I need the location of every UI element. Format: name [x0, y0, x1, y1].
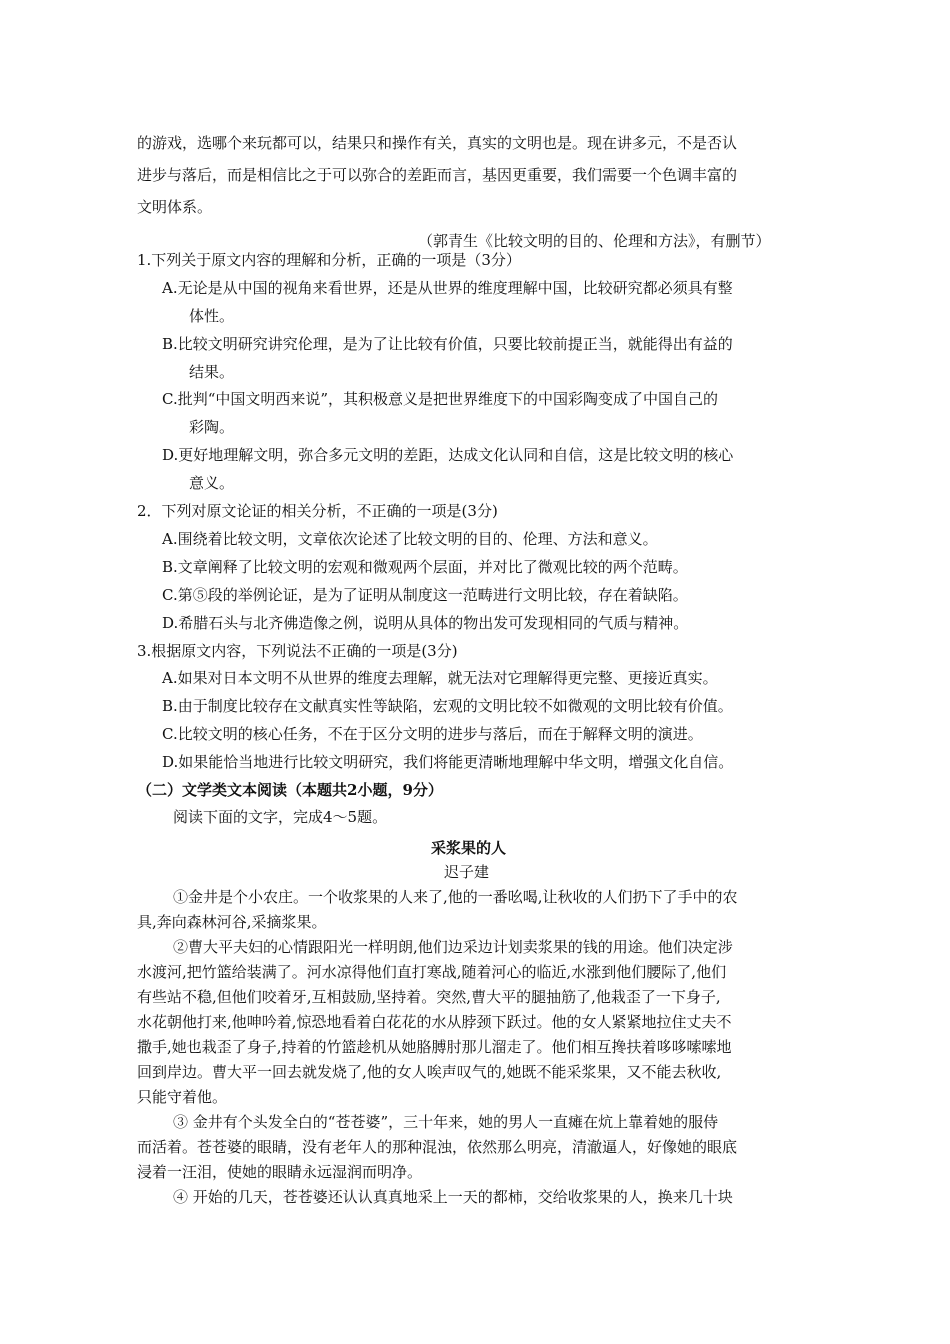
question-1-stem: 1.下列关于原文内容的理解和分析，正确的一项是（3分） [137, 251, 521, 269]
story-line: ①金井是个小农庄。一个收浆果的人来了,他的一番吆喝,让秋收的人们扔下了手中的农 [173, 888, 738, 906]
q1-option-c-cont: 彩陶。 [189, 418, 235, 436]
story-line: 水渡河,把竹篮给装满了。河水凉得他们直打寒战,随着河心的临近,水涨到他们腰际了,他们 [137, 963, 727, 981]
q3-option-a: A.如果对日本文明不从世界的维度去理解，就无法对它理解得更完整、更接近真实。 [162, 669, 718, 687]
q1-option-b: B.比较文明研究讲究伦理，是为了让比较有价值，只要比较前提正当，就能得出有益的 [162, 335, 733, 353]
story-line: 只能守着他。 [137, 1088, 228, 1106]
intro-line-2: 进步与落后，而是相信比之于可以弥合的差距而言，基因更重要，我们需要一个色调丰富的 [137, 166, 738, 184]
q3-option-c: C.比较文明的核心任务，不在于区分文明的进步与落后，而在于解释文明的演进。 [162, 725, 703, 743]
q3-option-d: D.如果能恰当地进行比较文明研究，我们将能更清晰地理解中华文明，增强文化自信。 [162, 753, 734, 771]
q2-option-a: A.围绕着比较文明，文章依次论述了比较文明的目的、伦理、方法和意义。 [162, 530, 658, 548]
story-line: 而活着。苍苍婆的眼睛，没有老年人的那种混浊，依然那么明亮，清澈逼人，好像她的眼底 [137, 1138, 738, 1156]
story-author: 迟子建 [444, 863, 490, 881]
q1-option-c: C.批判“中国文明西来说”，其积极意义是把世界维度下的中国彩陶变成了中国自己的 [162, 390, 719, 408]
story-line: 有些站不稳,但他们咬着牙,互相鼓励,坚持着。突然,曹大平的腿抽筋了,他栽歪了一下身子, [137, 988, 721, 1006]
intro-line-1: 的游戏，选哪个来玩都可以，结果只和操作有关，真实的文明也是。现在讲多元，不是否认 [137, 134, 738, 152]
q1-option-d-cont: 意义。 [189, 474, 235, 492]
story-line: 浸着一汪泪，使她的眼睛永远湿润而明净。 [137, 1163, 423, 1181]
story-line: ④ 开始的几天，苍苍婆还认认真真地采上一天的都柿，交给收浆果的人，换来几十块 [173, 1188, 733, 1206]
story-line: 水花朝他打来,他呻吟着,惊恐地看着白花花的水从脖颈下跃过。他的女人紧紧地拉住丈夫不 [137, 1013, 732, 1031]
section-heading: （二）文学类文本阅读（本题共2小题，9分） [137, 781, 443, 799]
q1-option-a: A.无论是从中国的视角来看世界，还是从世界的维度理解中国，比较研究都必须具有整 [162, 279, 733, 297]
question-3-stem: 3.根据原文内容，下列说法不正确的一项是(3分) [137, 642, 458, 660]
story-line: 撒手,她也栽歪了身子,持着的竹篮趁机从她胳膊肘那儿溜走了。他们相互搀扶着哆哆嗦嗦地 [137, 1038, 732, 1056]
story-line: 具,奔向森林河谷,采摘浆果。 [137, 913, 327, 931]
source-citation: （郭青生《比较文明的目的、伦理和方法》，有删节） [418, 232, 771, 250]
q3-option-b: B.由于制度比较存在文献真实性等缺陷，宏观的文明比较不如微观的文明比较有价值。 [162, 697, 733, 715]
q1-option-d: D.更好地理解文明，弥合多元文明的差距，达成文化认同和自信，这是比较文明的核心 [162, 446, 734, 464]
story-line: ②曹大平夫妇的心情跟阳光一样明朗,他们边采边计划卖浆果的钱的用途。他们决定涉 [173, 938, 733, 956]
q1-option-b-cont: 结果。 [189, 363, 235, 381]
reading-instruction: 阅读下面的文字，完成4～5题。 [173, 808, 388, 826]
intro-line-3: 文明体系。 [137, 198, 213, 216]
story-line: 回到岸边。曹大平一回去就发烧了,他的女人唉声叹气的,她既不能采浆果，又不能去秋收, [137, 1063, 722, 1081]
story-line: ③ 金井有个头发全白的“苍苍婆”，三十年来，她的男人一直瘫在炕上靠着她的服侍 [173, 1113, 719, 1131]
q2-option-d: D.希腊石头与北齐佛造像之例，说明从具体的物出发可发现相同的气质与精神。 [162, 614, 689, 632]
q2-option-c: C.第⑤段的举例论证，是为了证明从制度这一范畴进行文明比较，存在着缺陷。 [162, 586, 688, 604]
question-2-stem: 2．下列对原文论证的相关分析，不正确的一项是(3分) [137, 502, 498, 520]
q2-option-b: B.文章阐释了比较文明的宏观和微观两个层面，并对比了微观比较的两个范畴。 [162, 558, 688, 576]
q1-option-a-cont: 体性。 [189, 307, 235, 325]
story-title: 采浆果的人 [431, 839, 507, 857]
